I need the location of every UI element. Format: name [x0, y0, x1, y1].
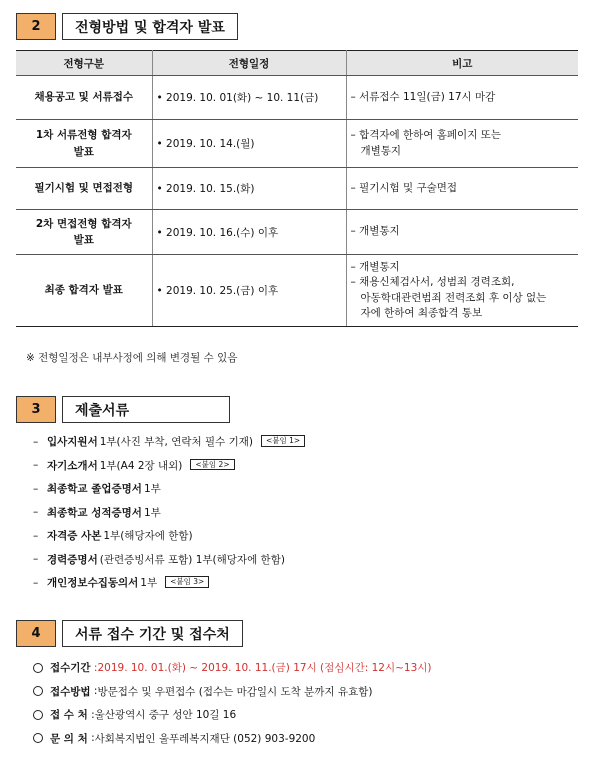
- document-name: 경력증명서: [47, 553, 98, 566]
- row-category: 채용공고 및 서류접수: [16, 76, 152, 120]
- document-name: 개인정보수집동의서: [47, 577, 139, 590]
- row-category: 필기시험 및 면접전형: [16, 168, 152, 210]
- list-item: 접수방법 : 방문접수 및 우편접수 (접수는 마감일시 도착 분까지 유효함): [33, 680, 432, 704]
- attachment-tag: <붙임 1>: [261, 435, 305, 447]
- schedule-header-row: [16, 51, 578, 76]
- document-name: 최종학교 졸업증명서: [47, 483, 142, 496]
- row-remarks: – 개별통지: [346, 210, 578, 255]
- reception-label: 접수기간: [50, 662, 91, 675]
- row-date: • 2019. 10. 15.(화): [152, 168, 346, 210]
- section-3-header: [16, 396, 230, 423]
- header-category: 전형구분: [16, 51, 152, 76]
- document-detail: 1부(사진 부착, 연락처 필수 기재): [99, 436, 253, 449]
- document-detail: 1부(해당자에 한함): [103, 530, 193, 543]
- schedule-note: ※ 전형일정은 내부사정에 의해 변경될 수 있음: [26, 352, 238, 364]
- section-2-header: [16, 13, 238, 40]
- list-item: – 경력증명서 (관련증빙서류 포함) 1부(해당자에 한함): [33, 553, 285, 566]
- row-remarks: – 필기시험 및 구술면접: [346, 168, 578, 210]
- attachment-tag: <붙임 2>: [190, 459, 234, 471]
- reception-label: 문 의 처: [50, 732, 88, 745]
- row-category: 최종 합격자 발표: [16, 255, 152, 327]
- document-detail: 1부: [143, 483, 161, 496]
- reception-value: 울산광역시 중구 성안 10길 16: [94, 709, 237, 722]
- section-2-title: 전형방법 및 합격자 발표: [62, 13, 238, 40]
- reception-value: 사회복지법인 울푸레복지재단 (052) 903-9200: [94, 732, 316, 745]
- row-category: 1차 서류전형 합격자 발표: [16, 120, 152, 168]
- list-item: 문 의 처 : 사회복지법인 울푸레복지재단 (052) 903-9200: [33, 727, 432, 751]
- document-name: 입사지원서: [47, 436, 98, 449]
- circle-bullet-icon: [33, 686, 43, 696]
- row-remarks: – 합격자에 한하여 홈페이지 또는 개별통지: [346, 120, 578, 168]
- table-row: [16, 76, 578, 120]
- document-detail: 1부: [140, 577, 158, 590]
- list-item: – 입사지원서 1부(사진 부착, 연락처 필수 기재) <붙임 1>: [33, 430, 305, 454]
- section-2-number: 2: [16, 13, 56, 40]
- list-item: 접수기간 : 2019. 10. 01.(화) ~ 2019. 10. 11.(금) 17시 (점심시간: 12시~13시): [33, 656, 432, 680]
- section-4-title: 서류 접수 기간 및 접수처: [62, 620, 243, 647]
- table-row: [16, 120, 578, 168]
- document-name: 자격증 사본: [47, 530, 102, 543]
- section-3-number: 3: [16, 396, 56, 423]
- list-item: – 자격증 사본 1부(해당자에 한함): [33, 529, 193, 543]
- table-row: [16, 255, 578, 327]
- schedule-table: [16, 50, 578, 327]
- document-name: 자기소개서: [47, 459, 98, 472]
- row-date: • 2019. 10. 01(화) ~ 10. 11(금): [152, 76, 346, 120]
- header-remarks: 비고: [346, 51, 578, 76]
- document-name: 최종학교 성적증명서: [47, 506, 142, 519]
- list-item: – 자기소개서 1부(A4 2장 내외) <붙임 2>: [33, 454, 305, 478]
- reception-label: 접수방법: [50, 685, 91, 698]
- row-date: • 2019. 10. 25.(금) 이후: [152, 255, 346, 327]
- list-item: 접 수 처 : 울산광역시 중구 성안 10길 16: [33, 703, 432, 727]
- reception-label: 접 수 처: [50, 709, 88, 722]
- circle-bullet-icon: [33, 663, 43, 673]
- reception-value: 2019. 10. 01.(화) ~ 2019. 10. 11.(금) 17시 (점심시간: 12시~13시): [97, 662, 432, 675]
- document-list: [33, 430, 305, 595]
- circle-bullet-icon: [33, 710, 43, 720]
- table-row: [16, 210, 578, 255]
- row-remarks: – 서류접수 11일(금) 17시 마감: [346, 76, 578, 120]
- section-3-title: 제출서류: [62, 396, 230, 423]
- table-row: [16, 168, 578, 210]
- header-date: 전형일정: [152, 51, 346, 76]
- document-detail: 1부(A4 2장 내외): [99, 459, 183, 472]
- list-item: – 최종학교 졸업증명서 1부: [33, 482, 161, 496]
- section-4-header: [16, 620, 243, 647]
- circle-bullet-icon: [33, 733, 43, 743]
- row-date: • 2019. 10. 16.(수) 이후: [152, 210, 346, 255]
- list-item: – 최종학교 성적증명서 1부: [33, 506, 161, 519]
- row-date: • 2019. 10. 14.(월): [152, 120, 346, 168]
- row-category: 2차 면접전형 합격자 발표: [16, 210, 152, 255]
- document-detail: 1부: [143, 506, 161, 519]
- section-4-number: 4: [16, 620, 56, 647]
- document-detail: (관련증빙서류 포함) 1부(해당자에 한함): [99, 553, 285, 566]
- row-remarks: – 개별통지 – 채용신체검사서, 성범죄 경력조회, 아동학대관련범죄 전력조회 후 이상 없는 자에 한하여 최종합격 통보: [346, 255, 578, 327]
- reception-value: 방문접수 및 우편접수 (접수는 마감일시 도착 분까지 유효함): [97, 685, 373, 698]
- reception-list: [33, 656, 432, 750]
- attachment-tag: <붙임 3>: [165, 576, 209, 588]
- list-item: – 개인정보수집동의서 1부 <붙임 3>: [33, 571, 305, 595]
